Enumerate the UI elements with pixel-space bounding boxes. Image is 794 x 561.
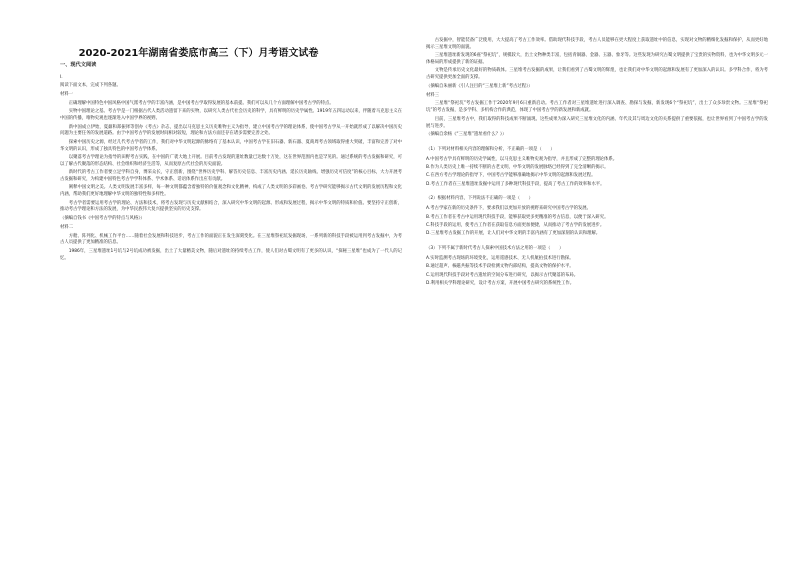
right-column <box>426 38 768 289</box>
paragraph: 文物是传承历史文化最好的物质载体。三星堆考古发掘的成果，让我们看到了古蜀文明的辉煌，也让我们对中华文明的起源和发展有了更加深入的认识。多学科合作，将为考古研究提供更加全面的支撑。 <box>426 68 768 81</box>
paragraph: 以聚落考古学理论为指导的田野考古实践，在中国的广袤大地上开展。目前考古发现的遗址数量已达数十万处，这在世界范围内也是罕见的。通过系统的考古发掘和研究，可以了解古代聚落的形态结构、社会组织和经济生活等，从而复原古代社会的历史面貌。 <box>60 154 402 167</box>
answer-option: D.利用相关学科理论研究，设计考古方案，开展中国考古研究的系统性工作。 <box>426 280 575 286</box>
material-label: 材料一 <box>60 92 74 98</box>
paragraph: 三星堆遗址新发现的6座“祭祀坑”，规模较大，出土文物种类丰富，包括青铜器、金器、玉器、象牙等。这些发现为研究古蜀文明提供了宝贵的实物资料，也为中华文明多元一体格局的形成提供了新的证据。 <box>426 53 768 66</box>
question: （3）下列不属于新时代考古人探索中国技术方法之用的一项是（ ） <box>426 246 564 252</box>
paragraph: 目前，三星堆考古中，我们取得的科技成果不断涌现。这些成果为深入研究三星堆文化的内涵、年代及其与周边文化的关系提供了重要依据，也让世界看到了中国考古学的发展与进步。 <box>426 116 768 129</box>
question: （1）下列对材料相关内容的理解和分析，不正确的一项是（ ） <box>426 146 555 152</box>
text-line: 阅读下面文本，完成下列各题。 <box>60 83 121 89</box>
answer-option: D.三星堆考古发掘工作的开展，让人们对中华文明的丰富内涵有了更加深刻的认识和理解。 <box>426 231 601 237</box>
paragraph: 1986年，三星堆遗址1号坑与2号坑成功被发掘，出土了大量精美文物，随后对遗址的持续考古工作，使人们对古蜀文明有了更多的认识，“探秘三星堆”也成为了一代人的记忆。 <box>60 248 402 261</box>
text-line: （摘编自朱丽新《引人注目的“三星堆上新”考古过程》） <box>426 83 533 89</box>
text-line: I. <box>60 74 63 80</box>
paragraph: 探索中国历史之源，经过几代考古学者的工作，我们对中华文明起源的脉络有了基本认识，中国考古学在旧石器、新石器、夏商周考古领域取得重大突破，丰富和完善了对中华文明的认识，形成了独具特色的中国考古学体系。 <box>60 139 402 152</box>
answer-option: D.考古工作者在三星堆遗址发掘中运用了多种现代科技手段，提高了考古工作的效率和水平。 <box>426 181 605 187</box>
paragraph: 方舱、阵列化、机械工作平台……随着社会发展和科技进步，考古工作的面貌正在发生深刻变化。在三星堆祭祀坑发掘现场，一系列新的科技手段被运用到考古发掘中，为考古人员提供了更加精准的信息。 <box>60 233 402 246</box>
text-line: （摘编自钱书《中国考古学的特点与风格》） <box>60 215 145 221</box>
answer-option: A.考古学家在新的历史条件下，要求我们以更加开放的视野来研究中国考古学的发展。 <box>426 206 591 212</box>
paragraph: 实物中国理论之基。考古学是一门根据古代人类活动遗留下来的实物，以研究人类古代社会历史的科学，具有鲜明的历史学属性。1919年五四运动以来，伴随着马克思主义在中国的传播，唯物史观也逐渐进入中国学界的视野。 <box>60 109 402 122</box>
question: （2）根据材料内容，下列说法不正确的一项是（ ） <box>426 196 534 202</box>
paragraph: 考古学者需要运用考古学的理论、方法和技术，将考古发现与历史文献相结合，深入研究中华文明的起源、形成和发展过程，揭示中华文明的特质和价值。要坚持守正创新，推动考古学理论和方法的发展，为中华民族伟大复兴提供坚实的历史支撑。 <box>60 200 402 213</box>
text-line: （摘编自余杨《“三星堆”遗址看什么？》） <box>426 131 507 137</box>
answer-option: C.在西方考古学理论的指导下，中国考古学能够准确地揭示中华文明的起源和发展过程。 <box>426 173 596 179</box>
answer-option: C.运用现代科技手段对考古遗址的空间分布进行研究，以揭示古代聚落的布局。 <box>426 272 579 278</box>
answer-option: B.通过超声、核磁共振等技术手段检测文物内部结构，提高文物的保护水平。 <box>426 264 574 270</box>
paragraph: 三星堆“祭祀坑”考古发掘工作于2020年9月6日重新启动。考古工作者对三星堆遗址进行深入调查、勘探与发掘，新发现6个“祭祀坑”，出土了众多珍贵文物。三星堆“祭祀坑”的考古发掘，是多学科、多机构合作的典范，体现了中国考古学的新发展和新成就。 <box>426 101 768 114</box>
paragraph: 正确理解中国特色中国风格中国气派考古学的丰富内涵，是中国考古学取得发展的基本前提。我们可以从几个方面理解中国考古学的特点。 <box>68 101 334 107</box>
paragraph: 古发掘中，智能装备广泛使用，大大提高了考古工作效率。借助现代科技手段，考古人员能够在更大程度上获取遗址中的信息，实现对文物的精细化发掘和保护，从而更好地揭示三星堆文明的面貌。 <box>426 38 768 50</box>
paragraph: 新中国成立伊始，夏鼐和郑振铎等创办《考古》杂志，提出以马克思主义历史唯物主义为指导，建立中国考古学的理论体系，使中国考古学从一开始就形成了以解决中国历史问题为主要任务的发展道路。由于中国考古学的发展时间相对较短，理论和方法方面还存在诸多需要完善之处。 <box>60 124 402 137</box>
answer-option: B.作为人类历史上唯一持续不断的古老文明，中华文明的发展脉络已经得到了完全清晰的揭示。 <box>426 164 609 170</box>
paragraph: 阐释中国文明之美。人类文明发展丰富多样，每一种文明都蕴含着独特的价值观念和文化精神，构成了人类文明的多彩画卷。考古学研究能够揭示古代文明的发展历程和文化内涵，帮助我们更好地理解中华文明的独特性和多样性。 <box>60 185 402 198</box>
answer-option: A.中国考古学具有鲜明的历史学属性，以马克思主义唯物史观为指导，并且形成了完整的理论体系。 <box>426 156 618 162</box>
page-title: 2020-2021年湖南省娄底市高三（下）月考语文试卷 <box>78 48 319 59</box>
answer-option: C.科技手段的运用，使考古工作者在获取信息方面更加便捷，从而推动了考古学的发展进步。 <box>426 222 605 228</box>
paragraph: 新时代的考古工作者要立足学科自身，博采众长，守正创新，围绕“世界历史学科、解答历史信息、丰富历史内涵、延长历史轴线、增强历史可信度”的核心目标，大力开展考古发掘和研究，为构建中国特色考古学学科体系、学术体系、话语体系作出应有贡献。 <box>60 170 402 183</box>
left-column <box>60 60 402 264</box>
material-label: 材料三 <box>426 92 440 98</box>
section-heading: 一、现代文阅读 <box>60 62 97 68</box>
answer-option: B.考古工作者在考古中运用现代科技手段，能够获取更多更精准的考古信息，以便于深入研究。 <box>426 214 609 220</box>
answer-option: A.实时监测考古现场的环境变化，运用遥感技术、无人机航拍技术进行勘探。 <box>426 256 574 262</box>
material-label: 材料二 <box>60 224 74 230</box>
